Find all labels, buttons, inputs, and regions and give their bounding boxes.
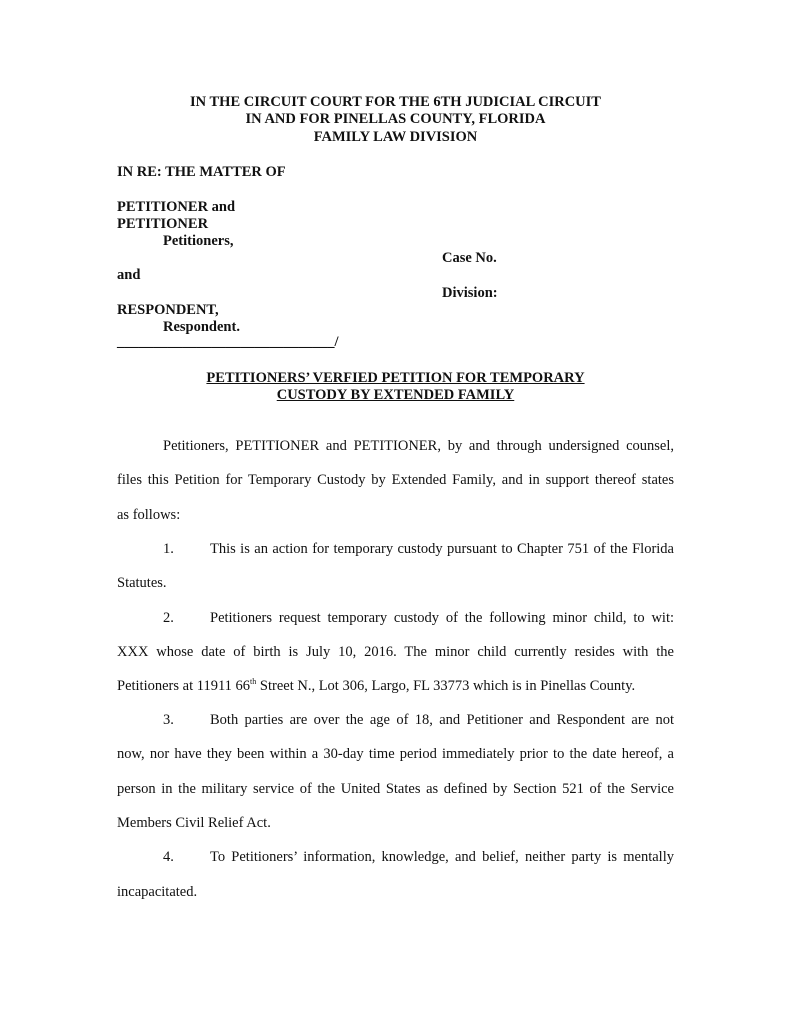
respondent-line: RESPONDENT,: [117, 302, 219, 318]
petitioner-line1: PETITIONER and: [117, 199, 236, 215]
paragraph-line: person in the military service of the United States as defined by Section 521 of the Service: [117, 781, 674, 797]
and-line: and: [117, 267, 141, 283]
intro-line2: files this Petition for Temporary Custody by Extended Family, and in support thereof states: [117, 472, 674, 488]
paragraph-number: 2.: [163, 610, 174, 626]
paragraph-line: now, nor have they been within a 30-day time period immediately prior to the date hereof, a: [117, 746, 674, 762]
title-line1: PETITIONERS’ VERFIED PETITION FOR TEMPORARY: [206, 370, 585, 386]
intro-line1: Petitioners, PETITIONER and PETITIONER, by and through undersigned counsel,: [163, 438, 674, 454]
court-header-line2: IN AND FOR PINELLAS COUNTY, FLORIDA: [245, 111, 546, 127]
paragraph-number: 1.: [163, 541, 174, 557]
petitioner-line2: PETITIONER: [117, 216, 209, 232]
paragraph-number: 3.: [163, 712, 174, 728]
paragraph-number: 4.: [163, 849, 174, 865]
ordinal-suffix: th: [250, 677, 257, 687]
case-no-label: Case No.: [442, 250, 497, 266]
address-text-rest: Street N., Lot 306, Largo, FL 33773 which is in Pinellas County.: [256, 678, 636, 694]
address-text: Petitioners at 11911 66: [117, 678, 251, 694]
paragraph-line: Statutes.: [117, 575, 167, 591]
respondent-role: Respondent.: [163, 319, 240, 335]
paragraph-line-address: [117, 678, 635, 695]
intro-line3: as follows:: [117, 507, 181, 523]
paragraph-line: To Petitioners’ information, knowledge, and belief, neither party is mentally: [210, 849, 674, 865]
title-line2: CUSTODY BY EXTENDED FAMILY: [276, 387, 515, 403]
paragraph-line: This is an action for temporary custody pursuant to Chapter 751 of the Florida: [210, 541, 674, 557]
paragraph-line: XXX whose date of birth is July 10, 2016. The minor child currently resides with the: [117, 644, 674, 660]
division-label: Division:: [442, 285, 498, 301]
caption-rule: ______________________________/: [117, 334, 339, 350]
court-header-line1: IN THE CIRCUIT COURT FOR THE 6TH JUDICIAL CIRCUIT: [190, 94, 601, 110]
court-header-line3: FAMILY LAW DIVISION: [313, 129, 478, 145]
paragraph-line: incapacitated.: [117, 884, 198, 900]
paragraph-line: Members Civil Relief Act.: [117, 815, 271, 831]
paragraph-line: Both parties are over the age of 18, and Petitioner and Respondent are not: [210, 712, 674, 728]
in-re-line: IN RE: THE MATTER OF: [117, 164, 286, 180]
petitioners-role: Petitioners,: [163, 233, 234, 249]
paragraph-line: Petitioners request temporary custody of the following minor child, to wit:: [210, 610, 674, 626]
